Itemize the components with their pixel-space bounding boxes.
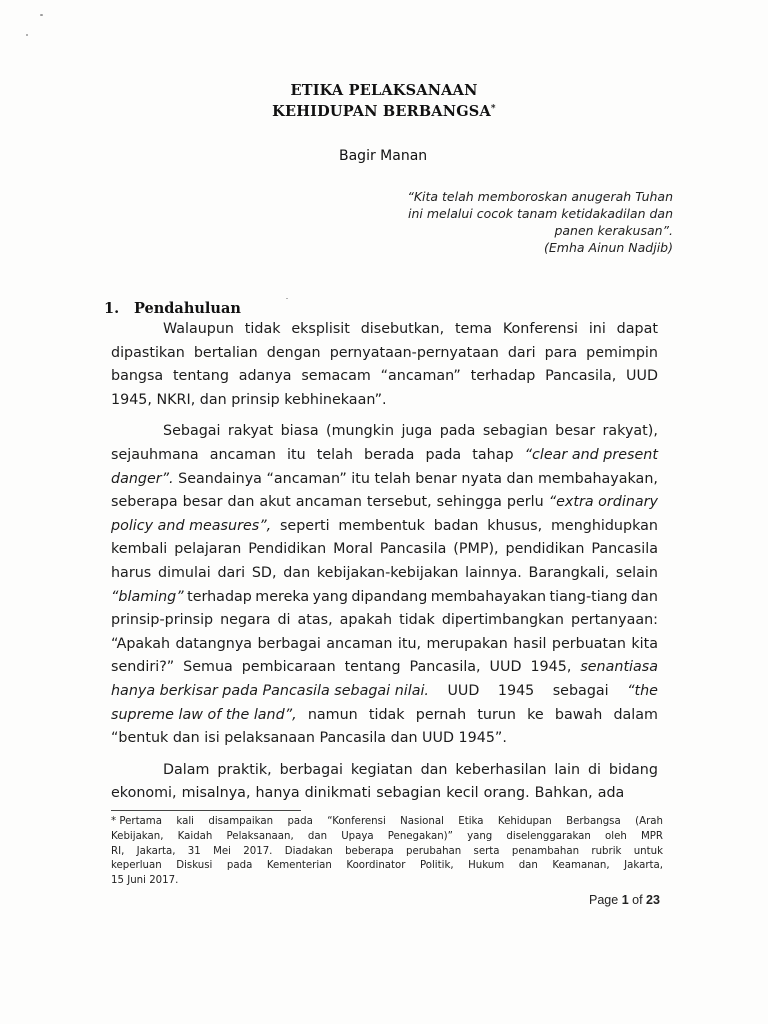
word: * Pertama xyxy=(111,816,162,827)
paragraph-2-line xyxy=(111,609,658,633)
word: “clear and present xyxy=(524,446,658,463)
word: tentang xyxy=(344,659,401,676)
word: rakyat), xyxy=(602,423,658,440)
footnote xyxy=(111,815,663,889)
word: ancaman xyxy=(326,635,393,652)
title-line-2-text: KEHIDUPAN BERBANGSA xyxy=(272,103,491,120)
word: Penegakan)” xyxy=(387,830,453,842)
word: sebagian xyxy=(482,423,548,440)
word: ekonomi, xyxy=(111,785,177,802)
document-title xyxy=(0,80,768,122)
word: bangsa xyxy=(111,368,164,385)
word: Diskusi xyxy=(176,860,213,872)
paragraph-3-line xyxy=(111,782,658,806)
word: diselenggarakan xyxy=(506,830,591,842)
word: lain xyxy=(554,761,581,778)
word: 1945 xyxy=(497,682,535,699)
word: berbagai xyxy=(257,635,321,652)
page-current: 1 xyxy=(621,893,629,907)
word: Kehidupan xyxy=(497,816,552,827)
page-of: of xyxy=(632,893,643,907)
word: kembali xyxy=(111,541,168,558)
word: bawah xyxy=(554,706,603,723)
word: pemimpin xyxy=(586,344,658,361)
page-total: 23 xyxy=(646,893,660,907)
word: kali xyxy=(176,816,194,827)
word: Pancasila xyxy=(379,541,447,558)
word: praktik, xyxy=(217,761,272,778)
word: oleh xyxy=(605,830,627,842)
word: kegiatan xyxy=(350,761,413,778)
word: Dalam xyxy=(163,761,210,778)
word: pada xyxy=(425,446,462,463)
word: Kebijakan, xyxy=(111,830,164,842)
word: di xyxy=(587,761,602,778)
word: membahayakan xyxy=(430,588,547,605)
word: hasil xyxy=(513,635,547,652)
word: seperti xyxy=(279,517,330,534)
word: pembicaraan xyxy=(241,659,336,676)
epigraph-line: “Kita telah memboroskan anugerah Tuhan xyxy=(407,189,673,204)
word: di xyxy=(277,612,291,629)
paragraph-2-line xyxy=(111,633,658,657)
word: bertalian xyxy=(193,344,258,361)
word: keperluan xyxy=(111,860,162,872)
paragraph-1-line xyxy=(111,389,658,413)
word: kebijakan-kebijakan xyxy=(316,564,459,581)
word: untuk xyxy=(633,845,663,857)
word: policy and measures”, xyxy=(111,517,272,534)
word: itu, xyxy=(397,635,422,652)
word: 1945, NKRI, dan prinsip kebhinekaan”. xyxy=(111,391,387,408)
word: Pancasila xyxy=(591,541,658,558)
word: dinikmati xyxy=(304,785,372,802)
word: Kaidah xyxy=(177,830,213,842)
word: misalnya, xyxy=(181,785,251,802)
footnote-line xyxy=(111,845,663,860)
word: tentang xyxy=(172,368,229,385)
word: 31 xyxy=(187,845,201,857)
epigraph-line: panen kerakusan”. xyxy=(554,223,673,238)
footnote-line xyxy=(111,815,663,830)
word: rakyat xyxy=(227,423,274,440)
word: pada xyxy=(226,860,253,872)
footnote-line xyxy=(111,830,663,845)
author-name: Bagir Manan xyxy=(339,148,428,164)
word: badan xyxy=(433,517,479,534)
word: perubahan xyxy=(406,845,462,857)
word: “bentuk dan isi pelaksanaan Pancasila dan UUD 1945”. xyxy=(111,730,507,747)
word: Nasional xyxy=(400,816,444,827)
word: dan xyxy=(420,761,448,778)
word: tidak xyxy=(399,612,435,629)
word: tidak xyxy=(244,321,281,337)
word: perlu xyxy=(506,494,544,511)
word: UUD xyxy=(447,682,480,699)
word: tiang-tiang xyxy=(549,588,628,605)
word: tersebut, xyxy=(366,494,432,511)
word: “ancaman” xyxy=(380,368,461,385)
word: (Arah xyxy=(635,816,663,827)
word: tema xyxy=(454,321,493,337)
word: Seandainya xyxy=(178,470,262,487)
word: sendiri?” xyxy=(111,659,175,676)
title-line-1: ETIKA PELAKSANAAN xyxy=(290,82,478,99)
word: “the xyxy=(627,682,658,699)
footnote-divider xyxy=(111,810,301,811)
word: “ancaman” xyxy=(266,470,347,487)
word: menghidupkan xyxy=(550,517,658,534)
word: Pancasila, xyxy=(409,659,481,676)
word: Mei xyxy=(213,845,231,857)
paragraph-1-line xyxy=(111,342,658,366)
word: dan xyxy=(506,470,534,487)
word: terhadap xyxy=(187,588,252,605)
word: tidak xyxy=(368,706,405,723)
word: disebutkan, xyxy=(360,321,445,337)
word: merupakan xyxy=(426,635,508,652)
word: (mungkin xyxy=(326,423,395,440)
word: serta xyxy=(473,845,500,857)
word: Koordinator xyxy=(346,860,406,872)
word: yang xyxy=(467,830,493,842)
word: ini xyxy=(588,321,606,337)
paragraph-2-line xyxy=(111,656,658,680)
word: MPR xyxy=(640,830,663,842)
word: orang. xyxy=(483,785,530,802)
word: biasa xyxy=(280,423,319,440)
word: para xyxy=(544,344,578,361)
word: Pendidikan xyxy=(248,541,327,558)
paragraph-2-line xyxy=(111,562,658,586)
paragraph-1-line xyxy=(111,318,658,342)
section-title: Pendahuluan xyxy=(134,300,241,317)
word: dan xyxy=(227,494,255,511)
paragraph-2-line xyxy=(111,704,658,728)
word: Etika xyxy=(458,816,484,827)
word: Diadakan xyxy=(284,845,333,857)
title-footnote-mark: * xyxy=(490,104,496,114)
word: hanya berkisar pada Pancasila sebagai nilai. xyxy=(111,682,429,699)
word: Jakarta, xyxy=(136,845,176,857)
title-line-2 xyxy=(0,101,768,122)
word: “blaming” xyxy=(111,588,184,605)
word: tahap xyxy=(472,446,514,463)
word: benar xyxy=(415,470,457,487)
word: disampaikan xyxy=(208,816,274,827)
word: turun xyxy=(477,706,516,723)
word: Jakarta, xyxy=(624,860,663,872)
word: Pancasila, xyxy=(545,368,617,385)
word: Keamanan, xyxy=(552,860,610,872)
paragraph-2-line xyxy=(111,468,658,492)
paragraph-2-line xyxy=(111,680,658,704)
word: dimulai xyxy=(157,564,211,581)
word: pertanyaan: xyxy=(570,612,658,629)
word: Hukum xyxy=(468,860,505,872)
word: Upaya xyxy=(341,830,374,842)
word: hanya xyxy=(255,785,300,802)
word: akut xyxy=(259,494,291,511)
word: itu xyxy=(351,470,370,487)
word: SD, xyxy=(251,564,277,581)
word: membahayakan, xyxy=(538,470,658,487)
paragraph-2-line xyxy=(111,515,658,539)
word: besar xyxy=(555,423,596,440)
word: bidang xyxy=(608,761,658,778)
word: lainnya. xyxy=(465,564,522,581)
word: kita xyxy=(631,635,658,652)
word: “Apakah xyxy=(111,635,171,652)
word: dipandang xyxy=(351,588,428,605)
word: namun xyxy=(307,706,358,723)
word: ke xyxy=(527,706,544,723)
word: supreme law of the land”, xyxy=(111,706,297,723)
body-text xyxy=(111,318,658,806)
word: mereka xyxy=(255,588,310,605)
word: pelajaran xyxy=(174,541,242,558)
word: sebagian xyxy=(376,785,442,802)
word: dipertimbangkan xyxy=(441,612,564,629)
paragraph-2-line xyxy=(111,586,658,610)
word: dan xyxy=(518,860,538,872)
word: prinsip-prinsip xyxy=(111,612,214,629)
paragraph-2-line xyxy=(111,444,658,468)
word: danger”. xyxy=(111,470,174,487)
paragraph-gap xyxy=(111,412,658,420)
word: dengan xyxy=(266,344,321,361)
word: kecil xyxy=(446,785,479,802)
word: semacam xyxy=(301,368,371,385)
word: juga xyxy=(401,423,433,440)
word: apakah xyxy=(339,612,393,629)
word: penambahan xyxy=(511,845,580,857)
word: 15 Juni 2017. xyxy=(111,875,179,887)
word: dapat xyxy=(616,321,658,337)
word: Moral xyxy=(333,541,373,558)
word: seberapa xyxy=(111,494,178,511)
footnote-line xyxy=(111,859,663,874)
word: UUD xyxy=(489,659,522,676)
word: Sebagai xyxy=(163,423,221,440)
word: dan xyxy=(631,588,658,605)
word: yang xyxy=(312,588,348,605)
word: berbagai xyxy=(279,761,343,778)
word: Kementerian xyxy=(266,860,332,872)
scan-speck xyxy=(26,34,28,36)
word: khusus, xyxy=(487,517,543,534)
word: (PMP), xyxy=(453,541,499,558)
paragraph-3-line xyxy=(111,759,658,783)
word: telah xyxy=(316,446,353,463)
word: telah xyxy=(374,470,411,487)
word: datangnya xyxy=(175,635,253,652)
word: harus xyxy=(111,564,152,581)
epigraph xyxy=(370,188,673,256)
word: selain xyxy=(615,564,658,581)
page-label: Page xyxy=(589,893,619,907)
word: dipastikan xyxy=(111,344,185,361)
word: Berbangsa xyxy=(566,816,621,827)
paragraph-2-line xyxy=(111,538,658,562)
word: Bahkan, xyxy=(534,785,593,802)
paragraph-gap xyxy=(111,751,658,759)
word: atas, xyxy=(297,612,333,629)
word: berada xyxy=(364,446,415,463)
word: nyata xyxy=(461,470,502,487)
scan-speck xyxy=(40,14,43,16)
page-number xyxy=(589,893,660,907)
word: Walaupun xyxy=(163,321,234,337)
paragraph-2-line xyxy=(111,420,658,444)
word: membentuk xyxy=(338,517,425,534)
word: UUD xyxy=(626,368,658,385)
word: eksplisit xyxy=(291,321,350,337)
paragraph-2-line xyxy=(111,727,658,751)
word: “extra ordinary xyxy=(548,494,658,511)
paragraph-1-line xyxy=(111,365,658,389)
word: Barangkali, xyxy=(528,564,610,581)
section-heading xyxy=(104,300,241,317)
word: senantiasa xyxy=(580,659,658,676)
word: ada xyxy=(597,785,625,802)
word: sejauhmana xyxy=(111,446,199,463)
word: sebagai xyxy=(552,682,609,699)
epigraph-attribution: (Emha Ainun Nadjib) xyxy=(544,240,673,255)
word: 2017. xyxy=(243,845,273,857)
word: dan xyxy=(283,564,311,581)
word: “Konferensi xyxy=(327,816,386,827)
scan-speck xyxy=(286,298,288,299)
word: dari xyxy=(507,344,536,361)
word: rubrik xyxy=(591,845,622,857)
epigraph-line: ini melalui cocok tanam ketidakadilan dan xyxy=(408,206,673,221)
paragraph-2-line xyxy=(111,491,658,515)
section-number: 1. xyxy=(104,300,120,317)
word: Pelaksanaan, xyxy=(226,830,294,842)
word: pernyataan-pernyataan xyxy=(329,344,499,361)
word: negara xyxy=(220,612,271,629)
word: ancaman xyxy=(295,494,362,511)
word: 1945, xyxy=(530,659,572,676)
word: besar xyxy=(182,494,223,511)
word: dari xyxy=(217,564,246,581)
word: Politik, xyxy=(419,860,454,872)
word: dalam xyxy=(613,706,658,723)
word: pada xyxy=(439,423,476,440)
word: Konferensi xyxy=(502,321,579,337)
word: pernah xyxy=(415,706,467,723)
word: perbuatan xyxy=(551,635,626,652)
word: pada xyxy=(287,816,313,827)
word: dan xyxy=(307,830,328,842)
word: Semua xyxy=(183,659,233,676)
word: itu xyxy=(287,446,306,463)
word: ancaman xyxy=(209,446,276,463)
word: sehingga xyxy=(436,494,502,511)
word: pendidikan xyxy=(505,541,585,558)
word: beberapa xyxy=(345,845,394,857)
word: RI, xyxy=(111,845,125,857)
word: adanya xyxy=(238,368,292,385)
word: terhadap xyxy=(470,368,536,385)
word: keberhasilan xyxy=(455,761,547,778)
footnote-line xyxy=(111,874,663,889)
